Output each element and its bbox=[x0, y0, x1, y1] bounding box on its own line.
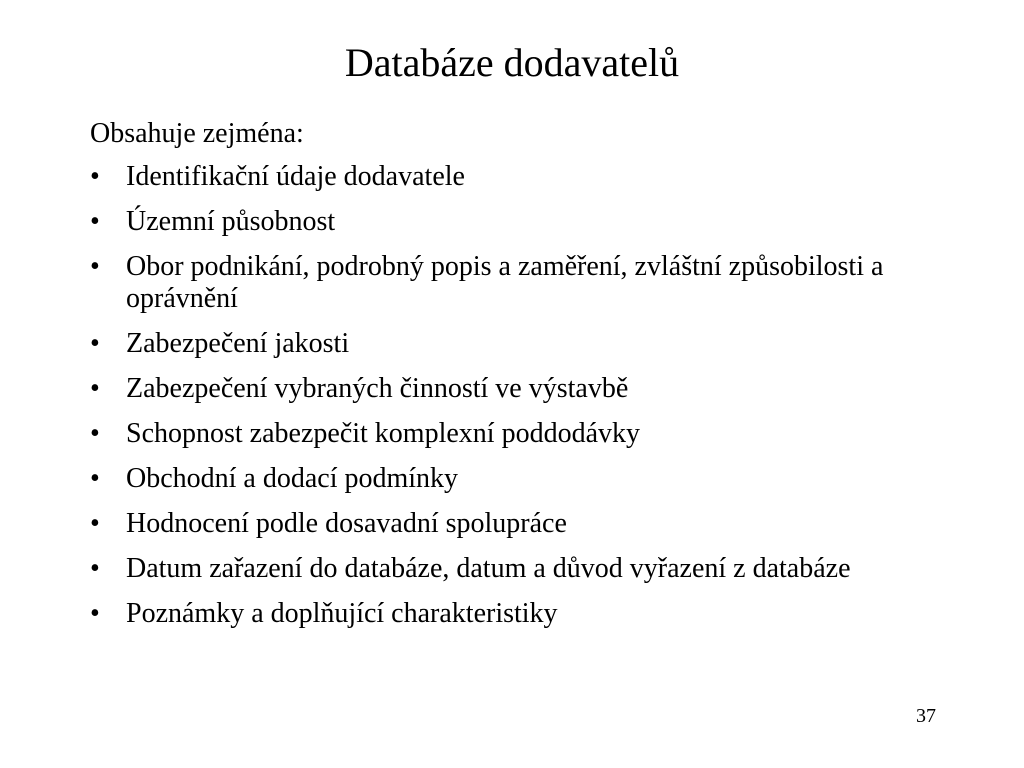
page-number: 37 bbox=[916, 705, 936, 727]
bullet-item bbox=[90, 463, 920, 495]
bullet-icon: • bbox=[90, 463, 100, 494]
slide-content bbox=[90, 118, 920, 643]
bullet-text: Obchodní a dodací podmínky bbox=[126, 463, 459, 494]
bullet-text: Obor podnikání, podrobný popis a zaměření, zvláštní způsobilosti a oprávnění bbox=[126, 251, 884, 314]
bullet-icon: • bbox=[90, 508, 100, 539]
bullet-text: Datum zařazení do databáze, datum a důvod vyřazení z databáze bbox=[126, 553, 851, 584]
bullet-item bbox=[90, 206, 920, 238]
bullet-icon: • bbox=[90, 328, 100, 359]
bullet-icon: • bbox=[90, 206, 100, 237]
bullet-item bbox=[90, 508, 920, 540]
bullet-icon: • bbox=[90, 373, 100, 404]
bullet-text: Identifikační údaje dodavatele bbox=[126, 161, 465, 192]
bullet-icon: • bbox=[90, 161, 100, 192]
bullet-icon: • bbox=[90, 598, 100, 629]
bullet-item bbox=[90, 251, 920, 315]
bullet-item bbox=[90, 553, 920, 585]
bullet-item bbox=[90, 373, 920, 405]
slide-title: Databáze dodavatelů bbox=[344, 40, 680, 85]
bullet-text: Zabezpečení jakosti bbox=[126, 328, 350, 359]
intro-text: Obsahuje zejména: bbox=[90, 118, 304, 149]
bullet-icon: • bbox=[90, 553, 100, 584]
bullet-text: Poznámky a doplňující charakteristiky bbox=[126, 598, 558, 629]
bullet-text: Zabezpečení vybraných činností ve výstavbě bbox=[126, 373, 629, 404]
bullet-icon: • bbox=[90, 418, 100, 449]
bullet-item bbox=[90, 328, 920, 360]
bullet-list bbox=[90, 161, 920, 630]
bullet-text: Územní působnost bbox=[126, 206, 336, 237]
bullet-text: Schopnost zabezpečit komplexní poddodávky bbox=[126, 418, 640, 449]
bullet-item bbox=[90, 161, 920, 193]
bullet-item bbox=[90, 598, 920, 630]
bullet-item bbox=[90, 418, 920, 450]
bullet-text: Hodnocení podle dosavadní spolupráce bbox=[126, 508, 567, 539]
bullet-icon: • bbox=[90, 251, 100, 282]
